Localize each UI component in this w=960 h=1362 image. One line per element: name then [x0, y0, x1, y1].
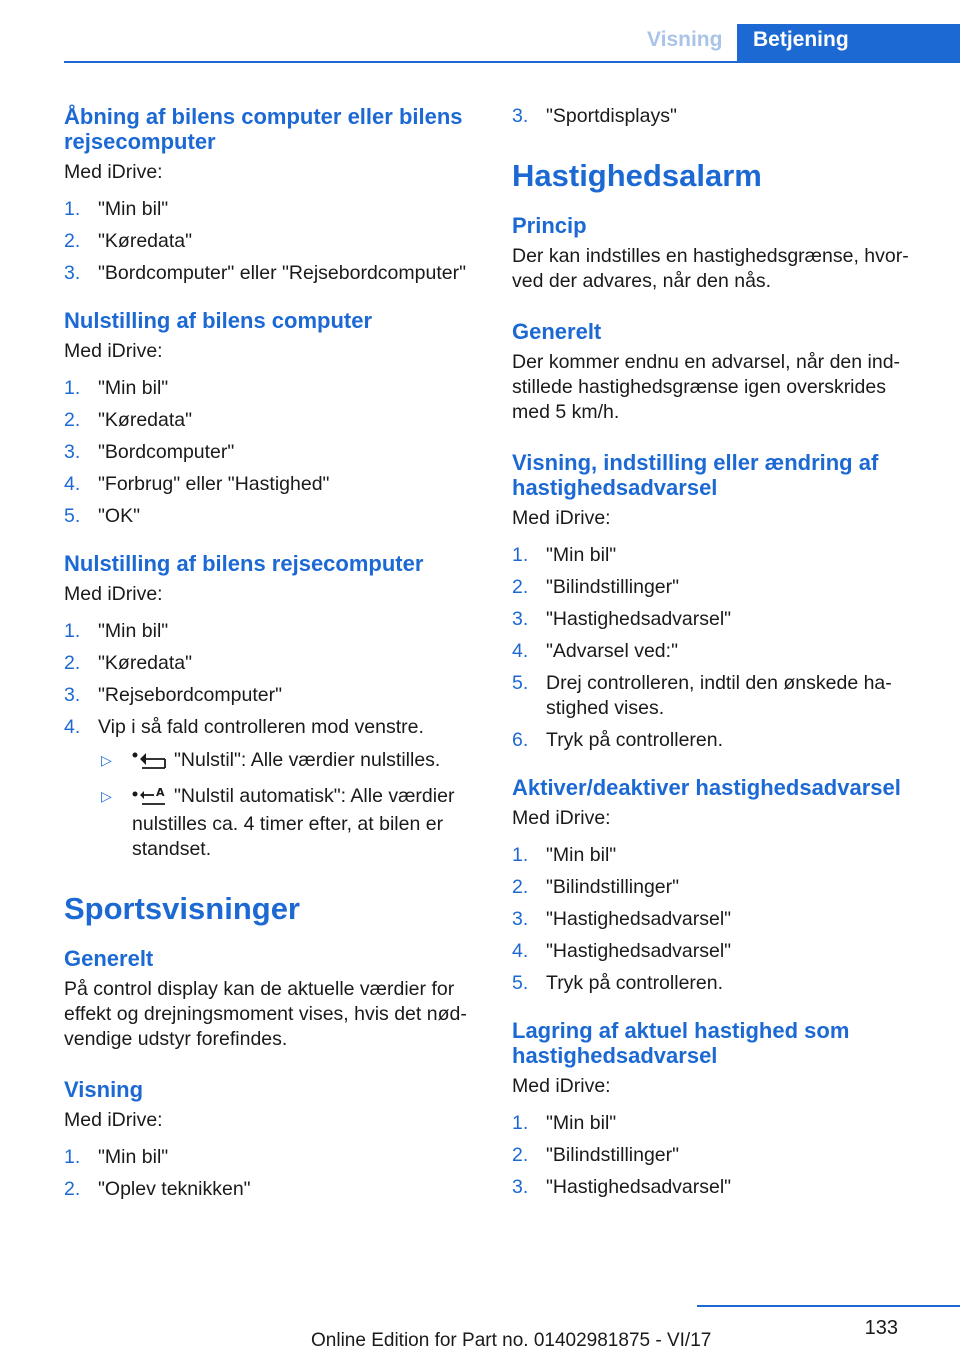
step-number: 1.: [512, 1112, 529, 1134]
step-text: "Min bil": [98, 1146, 169, 1168]
body-text: Der kommer endnu en advarsel, når den ind-stillede hastighedsgrænse igen overskrides med 5 km/h.: [512, 351, 901, 423]
step-number: 3.: [512, 105, 529, 127]
list-item: [512, 875, 922, 900]
tab-betjening-label: Betjening: [753, 28, 849, 51]
steps-list: [64, 376, 479, 529]
list-item: [64, 376, 479, 401]
heading-princip: Princip: [512, 213, 587, 238]
list-item: [512, 104, 922, 129]
heading-reset-trip-computer: Nulstilling af bilens rejsecomputer: [64, 551, 424, 576]
step-text: "Hastighedsadvarsel": [546, 608, 732, 630]
step-text: "Køredata": [98, 230, 193, 252]
step-number: 2.: [64, 230, 81, 252]
step-number: 3.: [512, 608, 529, 630]
step-number: 2.: [64, 652, 81, 674]
step-number: 1.: [64, 620, 81, 642]
step-text: "Min bil": [546, 1112, 617, 1134]
step-number: 4.: [64, 473, 81, 495]
steps-list: [64, 197, 479, 286]
step-text: "Hastighedsadvarsel": [546, 908, 732, 930]
step-text: Drej controlleren, indtil den ønskede ha-stighed vises.: [546, 672, 892, 719]
list-item: [64, 229, 479, 254]
step-text: "Sportdisplays": [546, 105, 677, 127]
step-text: "Advarsel ved:": [546, 640, 678, 662]
list-item: [64, 261, 479, 286]
intro-text: Med iDrive:: [64, 1109, 163, 1131]
triangle-bullet-icon: ▷: [101, 752, 112, 768]
step-number: 4.: [512, 640, 529, 662]
list-item: [512, 607, 922, 632]
list-item: [512, 1175, 922, 1200]
footer-divider: [697, 1305, 960, 1307]
intro-text: Med iDrive:: [64, 583, 163, 605]
sub-list-item: [98, 748, 479, 776]
sub-text: "Nulstil automatisk": Alle værdier nulstilles ca. 4 timer efter, at bilen er standset.: [132, 785, 455, 860]
intro-text: Med iDrive:: [512, 507, 611, 529]
list-item: [64, 504, 479, 529]
right-column: [512, 104, 922, 1207]
step-text: "OK": [98, 505, 141, 527]
step-number: 5.: [512, 672, 529, 694]
step-number: 5.: [64, 505, 81, 527]
step-number: 1.: [512, 844, 529, 866]
step-text: "Hastighedsadvarsel": [546, 940, 732, 962]
step-number: 1.: [64, 198, 81, 220]
steps-list: [512, 543, 922, 753]
list-item: [512, 575, 922, 600]
step-number: 2.: [64, 1178, 81, 1200]
heading-hastighedsalarm: Hastighedsalarm: [512, 158, 762, 193]
step-number: 5.: [512, 972, 529, 994]
step-text: "Køredata": [98, 652, 193, 674]
step-text: "Rejsebordcomputer": [98, 684, 283, 706]
step-number: 6.: [512, 729, 529, 751]
step-number: 2.: [512, 1144, 529, 1166]
tab-visning[interactable]: Visning: [647, 28, 723, 51]
heading-generelt: Generelt: [64, 946, 154, 971]
heading-sportsvisninger: Sportsvisninger: [64, 891, 300, 926]
list-item: [512, 671, 922, 721]
list-item: [512, 728, 922, 753]
intro-text: Med iDrive:: [512, 1075, 611, 1097]
step-number: 3.: [512, 1176, 529, 1198]
list-item: [64, 408, 479, 433]
reset-arrow-icon: [132, 751, 168, 776]
step-text: Vip i så fald controlleren mod venstre.: [98, 716, 424, 738]
list-item: [512, 639, 922, 664]
sub-text: "Nulstil": Alle værdier nulstilles.: [174, 749, 441, 771]
heading-toggle-speed-warning: Aktiver/deaktiver hastighedsadvarsel: [512, 775, 901, 800]
list-item: [64, 651, 479, 676]
sub-list: [98, 748, 479, 862]
list-item: [512, 543, 922, 568]
step-number: 4.: [64, 716, 81, 738]
step-text: Tryk på controlleren.: [546, 729, 724, 751]
intro-text: Med iDrive:: [64, 340, 163, 362]
list-item: [512, 1111, 922, 1136]
heading-visning: Visning: [64, 1077, 144, 1102]
svg-text:A: A: [156, 786, 165, 799]
list-item: [64, 197, 479, 222]
step-text: "Bilindstillinger": [546, 1144, 680, 1166]
step-text: "Forbrug" eller "Hastighed": [98, 473, 330, 495]
list-item: [64, 619, 479, 644]
list-item: [64, 683, 479, 708]
steps-list: [64, 1145, 479, 1202]
step-text: "Bordcomputer" eller "Rejsebordcomputer": [98, 262, 467, 284]
step-text: "Bilindstillinger": [546, 876, 680, 898]
list-item: [512, 1143, 922, 1168]
step-text: "Bordcomputer": [98, 441, 235, 463]
intro-text: Med iDrive:: [512, 807, 611, 829]
list-item: [64, 1145, 479, 1170]
sub-list-item: [98, 784, 479, 862]
heading-generelt: Generelt: [512, 319, 602, 344]
list-item: [512, 907, 922, 932]
step-number: 4.: [512, 940, 529, 962]
step-number: 2.: [512, 576, 529, 598]
step-text: "Oplev teknikken": [98, 1178, 251, 1200]
step-text: "Hastighedsadvarsel": [546, 1176, 732, 1198]
step-number: 2.: [64, 409, 81, 431]
step-text: "Min bil": [98, 198, 169, 220]
step-number: 1.: [64, 1146, 81, 1168]
step-text: "Bilindstillinger": [546, 576, 680, 598]
edition-text: Online Edition for Part no. 01402981875 - VI/17: [311, 1330, 712, 1351]
list-item: [64, 1177, 479, 1202]
step-number: 1.: [64, 377, 81, 399]
step-number: 3.: [512, 908, 529, 930]
list-item: [64, 472, 479, 497]
heading-reset-computer: Nulstilling af bilens computer: [64, 308, 373, 333]
step-text: "Min bil": [546, 544, 617, 566]
list-item: [64, 440, 479, 465]
step-number: 3.: [64, 684, 81, 706]
step-number: 3.: [64, 441, 81, 463]
tab-betjening[interactable]: [737, 24, 960, 62]
heading-speed-warning-setting: Visning, indstilling eller ændring af hastighedsadvarsel: [512, 450, 879, 500]
left-column: [64, 104, 479, 1209]
step-text: "Min bil": [98, 377, 169, 399]
step-text: "Min bil": [546, 844, 617, 866]
list-item: [512, 939, 922, 964]
step-text: "Min bil": [98, 620, 169, 642]
step-number: 1.: [512, 544, 529, 566]
body-text: På control display kan de aktuelle værdier for effekt og drejningsmoment vises, hvis det nød-vendige udstyr forefindes.: [64, 978, 467, 1050]
page-number: 133: [864, 1317, 898, 1339]
list-item: [512, 971, 922, 996]
header-divider: [64, 61, 960, 63]
list-item: [512, 843, 922, 868]
triangle-bullet-icon: ▷: [101, 788, 112, 804]
body-text: Der kan indstilles en hastighedsgrænse, hvor-ved der advares, når den nås.: [512, 245, 909, 292]
steps-list: [64, 619, 479, 862]
steps-list: [512, 104, 922, 129]
intro-text: Med iDrive:: [64, 161, 163, 183]
auto-reset-icon: [132, 785, 168, 812]
step-number: 2.: [512, 876, 529, 898]
step-text: Tryk på controlleren.: [546, 972, 724, 994]
step-text: "Køredata": [98, 409, 193, 431]
heading-store-current-speed: Lagring af aktuel hastighed som hastighedsadvarsel: [512, 1018, 850, 1068]
steps-list: [512, 843, 922, 996]
steps-list: [512, 1111, 922, 1200]
heading-open-computer: Åbning af bilens computer eller bilens rejsecomputer: [64, 104, 463, 154]
step-number: 3.: [64, 262, 81, 284]
list-item: [64, 715, 479, 862]
